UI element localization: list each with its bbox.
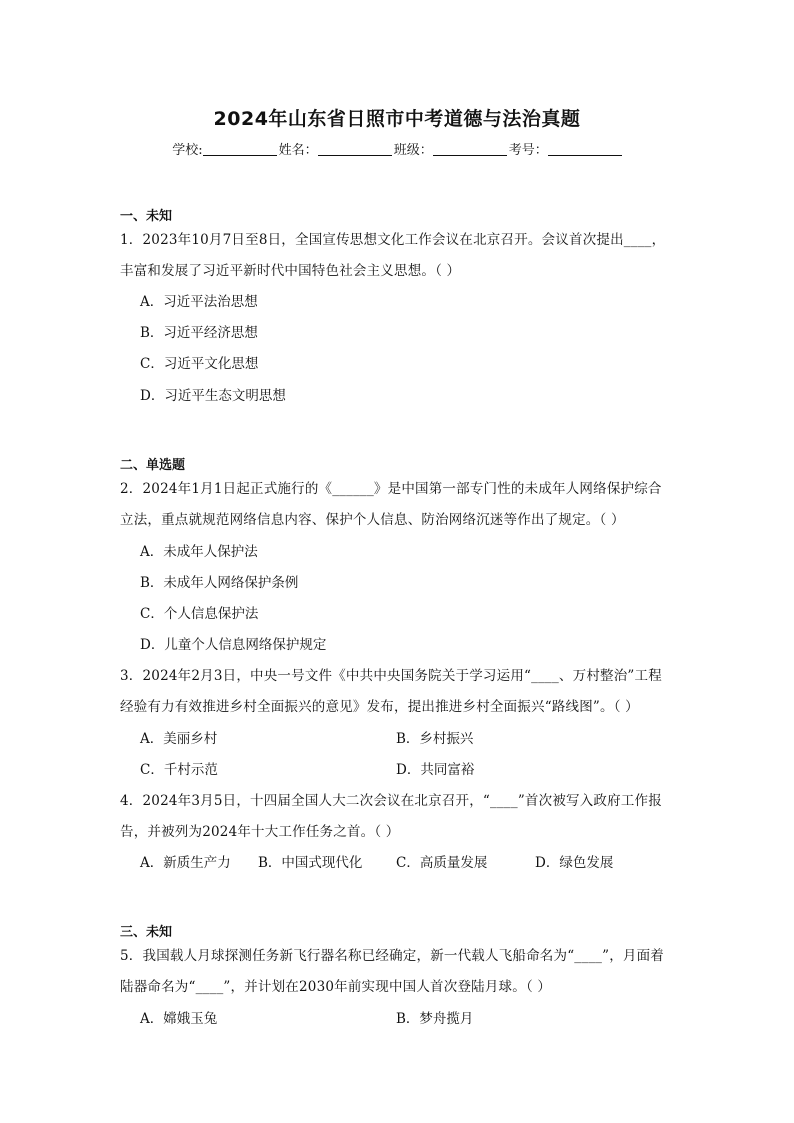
question-3-line-1: 3．2024年2月3日，中央一号文件《中共中央国务院关于学习运用“____、万村整治”工程 bbox=[120, 668, 662, 684]
section-heading: 一、未知 bbox=[120, 209, 173, 224]
question-4-option-b[interactable]: B．中国式现代化 bbox=[258, 855, 363, 871]
class-blank[interactable] bbox=[433, 141, 507, 156]
question-2-option-d[interactable]: D．儿童个人信息网络保护规定 bbox=[140, 637, 327, 653]
school-blank[interactable] bbox=[203, 141, 277, 156]
question-1-line-1: 1．2023年10月7日至8日，全国宣传思想文化工作会议在北京召开。会议首次提出____， bbox=[120, 232, 666, 248]
question-2-line-1: 2．2024年1月1日起正式施行的《______》是中国第一部专门性的未成年人网络保护综合 bbox=[120, 481, 662, 497]
name-blank[interactable] bbox=[318, 141, 392, 156]
question-5-line-2: 陆器命名为“____”，并计划在2030年前实现中国人首次登陆月球。（ ） bbox=[120, 979, 552, 995]
question-5-option-b[interactable]: B．梦舟揽月 bbox=[396, 1011, 474, 1027]
question-3-option-c[interactable]: C．千村示范 bbox=[140, 762, 218, 778]
question-1-option-d[interactable]: D．习近平生态文明思想 bbox=[140, 388, 286, 404]
question-3-option-d[interactable]: D．共同富裕 bbox=[396, 762, 475, 778]
question-4-option-c[interactable]: C．高质量发展 bbox=[396, 855, 488, 871]
question-2-line-2: 立法，重点就规范网络信息内容、保护个人信息、防治网络沉迷等作出了规定。（ ） bbox=[120, 512, 625, 528]
question-3-option-b[interactable]: B．乡村振兴 bbox=[396, 731, 474, 747]
question-4-line-2: 告，并被列为2024年十大工作任务之首。（ ） bbox=[120, 824, 400, 840]
question-1-option-c[interactable]: C．习近平文化思想 bbox=[140, 356, 259, 372]
question-4-option-a[interactable]: A．新质生产力 bbox=[140, 855, 231, 871]
question-2-option-c[interactable]: C．个人信息保护法 bbox=[140, 606, 259, 622]
name-label: 姓名： bbox=[278, 143, 318, 158]
question-3-option-a[interactable]: A．美丽乡村 bbox=[140, 731, 218, 747]
class-label: 班级： bbox=[393, 143, 433, 158]
question-1-line-2: 丰富和发展了习近平新时代中国特色社会主义思想。（ ） bbox=[120, 263, 461, 279]
question-5-line-1: 5．我国载人月球探测任务新飞行器名称已经确定，新一代载人飞船命名为“____”，月面着 bbox=[120, 948, 664, 964]
section-heading: 二、单选题 bbox=[120, 458, 186, 473]
number-blank[interactable] bbox=[548, 141, 622, 156]
student-info-line bbox=[0, 139, 794, 158]
question-3-line-2: 经验有力有效推进乡村全面振兴的意见》发布，提出推进乡村全面振兴“路线图”。（ ） bbox=[120, 699, 639, 715]
section-heading: 三、未知 bbox=[120, 925, 173, 940]
question-2-option-a[interactable]: A．未成年人保护法 bbox=[140, 544, 258, 560]
page-title: 2024年山东省日照市中考道德与法治真题 bbox=[213, 108, 581, 130]
number-label: 考号： bbox=[508, 143, 548, 158]
question-1-option-b[interactable]: B．习近平经济思想 bbox=[140, 325, 258, 341]
question-4-option-d[interactable]: D．绿色发展 bbox=[535, 855, 614, 871]
question-5-option-a[interactable]: A．嫦娥玉兔 bbox=[140, 1011, 218, 1027]
question-4-line-1: 4．2024年3月5日，十四届全国人大二次会议在北京召开，“____”首次被写入政府工作报 bbox=[120, 793, 662, 809]
school-label: 学校: bbox=[172, 143, 203, 158]
question-2-option-b[interactable]: B．未成年人网络保护条例 bbox=[140, 575, 299, 591]
question-1-option-a[interactable]: A．习近平法治思想 bbox=[140, 294, 258, 310]
